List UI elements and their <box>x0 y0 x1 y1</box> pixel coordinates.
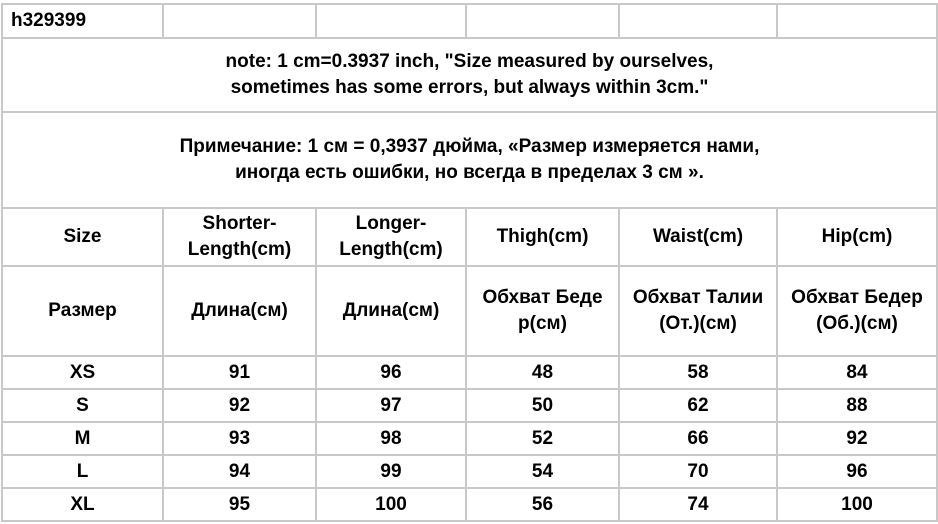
product-code: h329399 <box>2 4 163 38</box>
note-russian <box>2 112 937 208</box>
measurement-cell: 92 <box>777 422 937 455</box>
measurement-cell: 94 <box>163 455 316 488</box>
empty-cell <box>163 4 316 38</box>
english-header-text: Longer- <box>355 213 427 234</box>
measurement-cell: 66 <box>619 422 777 455</box>
note-english-line-1: note: 1 cm=0.3937 inch, "Size measured by ourselves, <box>225 51 714 72</box>
table-row <box>2 356 937 389</box>
measurement-cell: 95 <box>163 488 316 521</box>
measurement-cell: 84 <box>777 356 937 389</box>
measurement-cell: 56 <box>466 488 619 521</box>
empty-cell <box>316 4 466 38</box>
measurement-cell: 98 <box>316 422 466 455</box>
russian-header-cell <box>2 266 163 356</box>
english-header-text: Hip(cm) <box>821 226 893 247</box>
note-english-line-2: sometimes has some errors, but always within 3cm." <box>230 77 709 98</box>
russian-header-cell <box>619 266 777 356</box>
russian-header-cell <box>466 266 619 356</box>
measurement-cell: 54 <box>466 455 619 488</box>
measurement-cell: 96 <box>316 356 466 389</box>
empty-cell <box>777 4 937 38</box>
measurement-cell: 96 <box>777 455 937 488</box>
russian-header-text: Обхват Бедер <box>791 287 923 308</box>
english-header-cell <box>619 208 777 266</box>
empty-cell <box>619 4 777 38</box>
measurement-cell: 48 <box>466 356 619 389</box>
header-row-english <box>2 208 937 266</box>
measurement-cell: 99 <box>316 455 466 488</box>
measurement-cell: 74 <box>619 488 777 521</box>
english-header-cell <box>316 208 466 266</box>
measurement-cell: 88 <box>777 389 937 422</box>
table-row <box>2 455 937 488</box>
size-data-body <box>2 356 937 521</box>
english-header-cell <box>466 208 619 266</box>
size-label-cell: S <box>2 389 163 422</box>
english-header-text: Shorter- <box>202 213 277 234</box>
english-header-cell <box>777 208 937 266</box>
measurement-cell: 93 <box>163 422 316 455</box>
size-label-cell: M <box>2 422 163 455</box>
russian-header-text: Обхват Талии <box>632 287 764 308</box>
note-english-row <box>2 38 937 112</box>
russian-header-cell <box>163 266 316 356</box>
measurement-cell: 92 <box>163 389 316 422</box>
note-russian-line-2: иногда есть ошибки, но всегда в пределах 3 см ». <box>235 162 704 183</box>
russian-header-cell <box>316 266 466 356</box>
table-row <box>2 389 937 422</box>
russian-header-text: (От.)(см) <box>659 313 737 334</box>
english-header-cell <box>2 208 163 266</box>
note-russian-line-1: Примечание: 1 см = 0,3937 дюйма, «Размер измеряется нами, <box>179 136 760 157</box>
product-code-row <box>2 4 937 38</box>
russian-header-text: Обхват Беде <box>482 287 603 308</box>
size-chart-table <box>1 3 938 522</box>
english-header-text: Length(cm) <box>187 239 292 260</box>
russian-header-text: Размер <box>48 300 117 321</box>
measurement-cell: 100 <box>777 488 937 521</box>
measurement-cell: 58 <box>619 356 777 389</box>
empty-cell <box>466 4 619 38</box>
size-label-cell: XS <box>2 356 163 389</box>
english-header-cell <box>163 208 316 266</box>
measurement-cell: 52 <box>466 422 619 455</box>
table-row <box>2 488 937 521</box>
russian-header-text: Длина(см) <box>342 300 440 321</box>
note-english <box>2 38 937 112</box>
measurement-cell: 100 <box>316 488 466 521</box>
measurement-cell: 62 <box>619 389 777 422</box>
measurement-cell: 70 <box>619 455 777 488</box>
measurement-cell: 91 <box>163 356 316 389</box>
measurement-cell: 97 <box>316 389 466 422</box>
measurement-cell: 50 <box>466 389 619 422</box>
size-label-cell: L <box>2 455 163 488</box>
english-header-text: Thigh(cm) <box>496 226 589 247</box>
russian-header-text: р(см) <box>518 313 567 334</box>
note-russian-row <box>2 112 937 208</box>
english-header-text: Length(cm) <box>339 239 443 260</box>
size-label-cell: XL <box>2 488 163 521</box>
table-row <box>2 422 937 455</box>
russian-header-text: (Об.)(см) <box>816 313 898 334</box>
russian-header-text: Длина(см) <box>191 300 288 321</box>
english-header-text: Waist(cm) <box>652 226 744 247</box>
header-row-russian <box>2 266 937 356</box>
english-header-text: Size <box>63 226 102 247</box>
russian-header-cell <box>777 266 937 356</box>
